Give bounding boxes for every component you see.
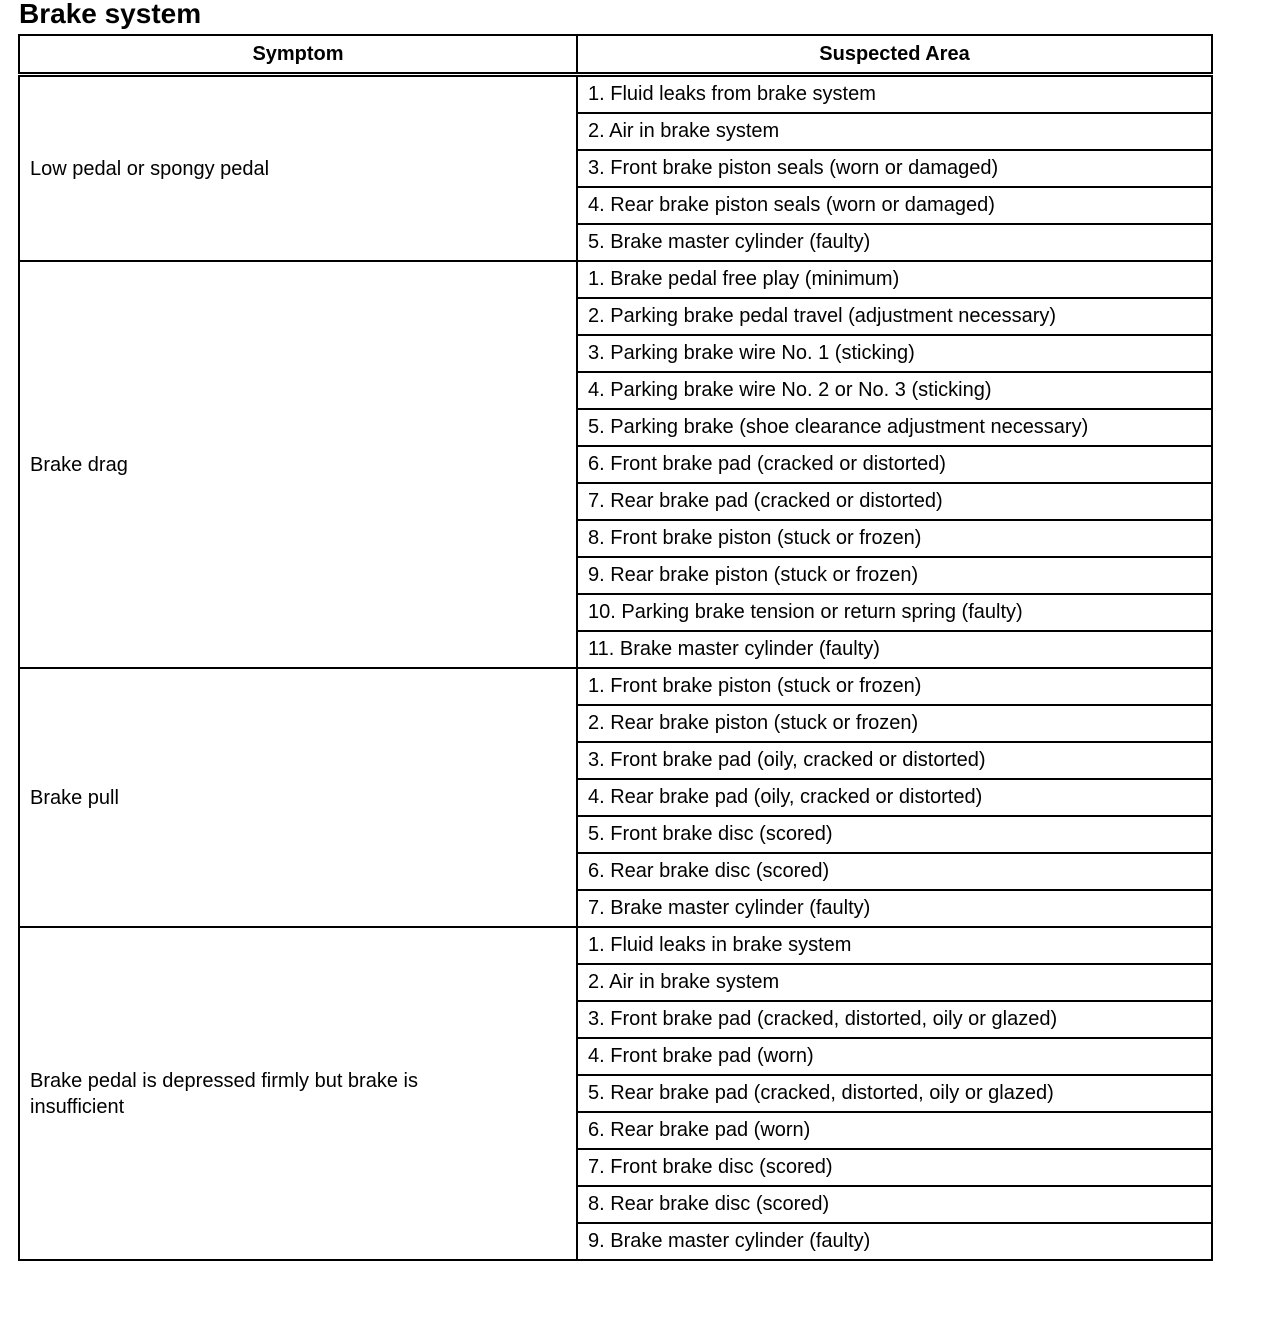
- suspected-area-cell: 5. Parking brake (shoe clearance adjustment necessary): [577, 409, 1212, 446]
- table-body: [19, 75, 1212, 1261]
- suspected-area-cell: 3. Front brake pad (oily, cracked or distorted): [577, 742, 1212, 779]
- table-header: [19, 35, 1212, 75]
- page-title: Brake system: [19, 0, 202, 29]
- suspected-area-cell: 2. Air in brake system: [577, 964, 1212, 1001]
- suspected-area-cell: 6. Front brake pad (cracked or distorted): [577, 446, 1212, 483]
- header-row: [19, 35, 1212, 75]
- suspected-area-cell: 8. Front brake piston (stuck or frozen): [577, 520, 1212, 557]
- suspected-area-cell: 6. Rear brake pad (worn): [577, 1112, 1212, 1149]
- table-row: [19, 75, 1212, 114]
- header-suspected-area: Suspected Area: [577, 35, 1212, 75]
- header-symptom: Symptom: [19, 35, 577, 75]
- table-row: [19, 668, 1212, 705]
- symptom-cell: Brake pedal is depressed firmly but brake is insufficient: [19, 927, 577, 1260]
- suspected-area-cell: 5. Rear brake pad (cracked, distorted, oily or glazed): [577, 1075, 1212, 1112]
- suspected-area-cell: 1. Fluid leaks from brake system: [577, 75, 1212, 114]
- suspected-area-cell: 2. Air in brake system: [577, 113, 1212, 150]
- suspected-area-cell: 9. Brake master cylinder (faulty): [577, 1223, 1212, 1260]
- suspected-area-cell: 6. Rear brake disc (scored): [577, 853, 1212, 890]
- suspected-area-cell: 3. Front brake pad (cracked, distorted, oily or glazed): [577, 1001, 1212, 1038]
- suspected-area-cell: 11. Brake master cylinder (faulty): [577, 631, 1212, 668]
- suspected-area-cell: 4. Parking brake wire No. 2 or No. 3 (sticking): [577, 372, 1212, 409]
- table-row: [19, 261, 1212, 298]
- suspected-area-cell: 1. Brake pedal free play (minimum): [577, 261, 1212, 298]
- suspected-area-cell: 4. Rear brake pad (oily, cracked or distorted): [577, 779, 1212, 816]
- suspected-area-cell: 5. Brake master cylinder (faulty): [577, 224, 1212, 261]
- suspected-area-cell: 4. Rear brake piston seals (worn or damaged): [577, 187, 1212, 224]
- symptom-cell: Brake pull: [19, 668, 577, 927]
- suspected-area-cell: 4. Front brake pad (worn): [577, 1038, 1212, 1075]
- suspected-area-cell: 10. Parking brake tension or return spring (faulty): [577, 594, 1212, 631]
- suspected-area-cell: 8. Rear brake disc (scored): [577, 1186, 1212, 1223]
- table-row: [19, 927, 1212, 964]
- suspected-area-cell: 3. Parking brake wire No. 1 (sticking): [577, 335, 1212, 372]
- suspected-area-cell: 1. Front brake piston (stuck or frozen): [577, 668, 1212, 705]
- suspected-area-cell: 7. Rear brake pad (cracked or distorted): [577, 483, 1212, 520]
- suspected-area-cell: 9. Rear brake piston (stuck or frozen): [577, 557, 1212, 594]
- suspected-area-cell: 2. Rear brake piston (stuck or frozen): [577, 705, 1212, 742]
- suspected-area-cell: 1. Fluid leaks in brake system: [577, 927, 1212, 964]
- symptom-cell: Low pedal or spongy pedal: [19, 75, 577, 262]
- symptom-cell: Brake drag: [19, 261, 577, 668]
- suspected-area-cell: 7. Front brake disc (scored): [577, 1149, 1212, 1186]
- suspected-area-cell: 3. Front brake piston seals (worn or damaged): [577, 150, 1212, 187]
- troubleshooting-table: [18, 34, 1213, 1261]
- suspected-area-cell: 2. Parking brake pedal travel (adjustment necessary): [577, 298, 1212, 335]
- suspected-area-cell: 5. Front brake disc (scored): [577, 816, 1212, 853]
- suspected-area-cell: 7. Brake master cylinder (faulty): [577, 890, 1212, 927]
